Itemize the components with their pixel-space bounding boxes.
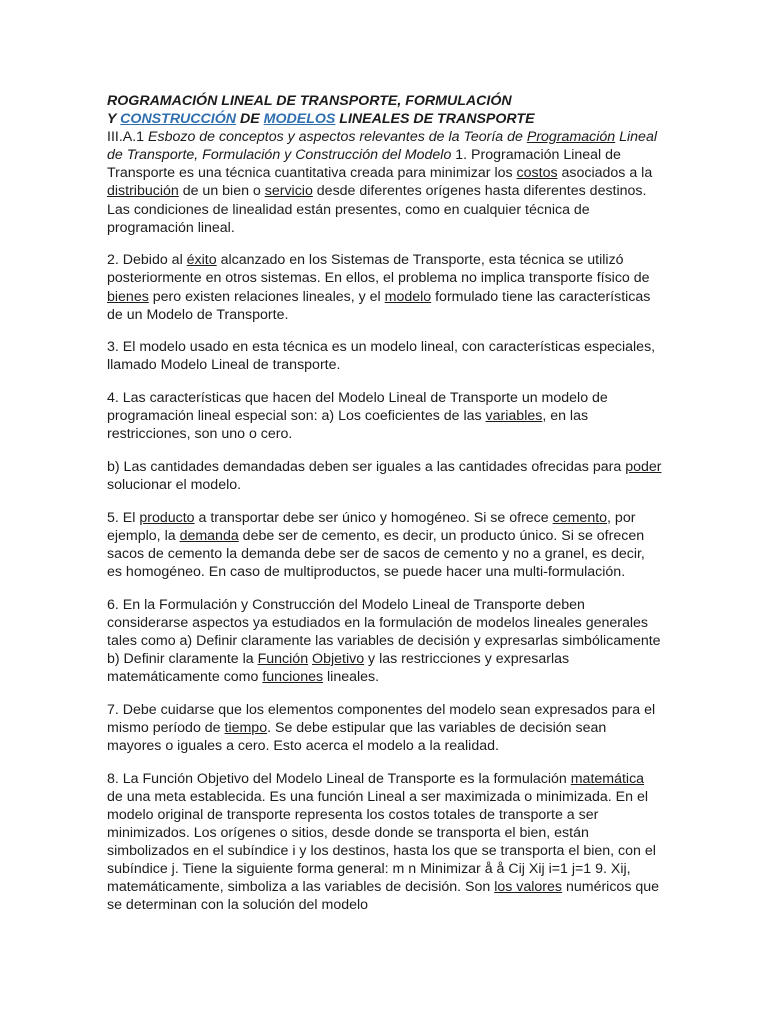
paragraph-2	[107, 251, 663, 323]
document-body	[107, 92, 663, 929]
paragraph-text: , por ejemplo, la	[107, 509, 636, 544]
paragraph-text: y las restricciones y expresarlas matemáticamente como	[107, 651, 570, 686]
paragraph-text: de un bien o	[178, 183, 265, 200]
title-line-1: ROGRAMACIÓN LINEAL DE TRANSPORTE, FORMULACIÓN	[107, 93, 512, 109]
paragraph-7	[107, 701, 663, 755]
paragraph-text: 7. Debe cuidarse que los elementos componentes del modelo sean expresados para el mismo período de	[107, 701, 656, 736]
link-poder[interactable]: poder	[625, 458, 662, 475]
paragraph-text: . Se debe estipular que las variables de decisión sean mayores o iguales a cero. Esto acerca el modelo a la realidad.	[107, 719, 607, 754]
section-heading-rest: Lineal de Transporte, Formulación y Construcción del Modelo	[107, 129, 657, 164]
paragraph-text: 6. En la Formulación y Construcción del Modelo Lineal de Transporte deben considerarse aspectos ya estudiados en la formulación de modelos lineales generales tales como a) Definir claramente las variables de decisión y expresarlas simbólicamente b) Definir claramente la	[107, 596, 661, 667]
paragraph-text: 2. Debido al	[107, 252, 187, 269]
paragraph-1	[107, 128, 663, 237]
link-demanda[interactable]: demanda	[179, 527, 239, 544]
paragraph-text: 4. Las características que hacen del Modelo Lineal de Transporte un modelo de programación lineal especial son: a) Los coeficientes de las	[107, 390, 608, 425]
paragraph-text: pero existen relaciones lineales, y el	[148, 288, 385, 305]
link-exito[interactable]: éxito	[186, 252, 217, 269]
document-title	[107, 92, 663, 128]
paragraph-text: b) Las cantidades demandadas deben ser iguales a las cantidades ofrecidas para	[107, 458, 626, 475]
paragraph-text: debe ser de cemento, es decir, un producto único. Si se ofrecen sacos de cemento la demanda debe ser de sacos de cemento y no a granel, es decir, es homogéneo. En caso de multiproductos, se puede hacer una multi-formulación.	[107, 527, 645, 581]
paragraph-text: , en las restricciones, son uno o cero.	[107, 408, 589, 443]
paragraph-5	[107, 509, 663, 581]
link-objetivo[interactable]: Objetivo	[312, 651, 365, 667]
title-de: DE	[236, 111, 264, 128]
link-funcion[interactable]: Función	[257, 651, 309, 667]
link-construccion[interactable]: CONSTRUCCIÓN	[120, 111, 237, 128]
link-funciones[interactable]: funciones	[262, 669, 324, 686]
paragraph-text: numéricos que se determinan con la solución del modelo	[107, 879, 660, 914]
link-tiempo[interactable]: tiempo	[224, 719, 268, 736]
link-variables[interactable]: variables	[485, 408, 543, 425]
link-servicio[interactable]: servicio	[264, 183, 313, 200]
link-programacion[interactable]: Programación	[526, 129, 616, 146]
paragraph-text: de una meta establecida. Es una función Lineal a ser maximizada o minimizada. En el modelo original de transporte representa los costos totales de transporte a ser minimizados. Los orígenes o sitios, desde donde se transporta el bien, están simbolizados en el subíndice i y los destinos, hasta los que se transporta el bien, con el subíndice j. Tiene la siguiente forma general: m n Minimizar å å Cij Xij i=1 j=1 9. Xij, matemáticamente, simboliza a las variables de decisión. Son	[107, 788, 656, 896]
title-y: Y	[107, 111, 121, 128]
paragraph-text: formulado tiene las características de un Modelo de Transporte.	[107, 288, 651, 323]
paragraph-text: asociados a la	[557, 165, 653, 182]
paragraph-4	[107, 389, 663, 443]
paragraph-4b	[107, 458, 663, 494]
paragraph-text: lineales.	[323, 669, 380, 686]
paragraph-text: 8. La Función Objetivo del Modelo Lineal de Transporte es la formulación	[107, 770, 571, 787]
link-modelo[interactable]: modelo	[384, 288, 432, 305]
paragraph-text: solucionar el modelo.	[107, 477, 242, 494]
paragraph-text: 5. El	[107, 509, 140, 526]
paragraph-3: 3. El modelo usado en esta técnica es un modelo lineal, con características especiales, llamado Modelo Lineal de transporte.	[107, 339, 656, 374]
link-modelos[interactable]: MODELOS	[263, 111, 336, 128]
paragraph-text: alcanzado en los Sistemas de Transporte, esta técnica se utilizó posteriormente en otros sistemas. En ellos, el problema no implica transporte físico de	[107, 252, 650, 287]
section-number: III.A.1	[107, 129, 149, 146]
link-costos[interactable]: costos	[516, 165, 558, 182]
paragraph-6	[107, 596, 663, 686]
link-producto[interactable]: producto	[139, 509, 195, 526]
paragraph-text: 1. Programación Lineal de Transporte es una técnica cuantitativa creada para minimizar los	[107, 147, 621, 182]
paragraph-text: desde diferentes orígenes hasta diferentes destinos. Las condiciones de linealidad están presentes, como en cualquier técnica de programación lineal.	[107, 183, 647, 236]
link-bienes[interactable]: bienes	[107, 288, 149, 305]
link-cemento[interactable]: cemento	[552, 509, 608, 526]
link-matematica[interactable]: matemática	[570, 770, 645, 787]
paragraph-8	[107, 770, 663, 915]
link-los-valores[interactable]: los valores	[494, 879, 563, 896]
link-distribucion[interactable]: distribución	[107, 183, 179, 200]
title-rest: LINEALES DE TRANSPORTE	[335, 111, 535, 128]
section-heading: Esbozo de conceptos y aspectos relevantes de la Teoría de	[148, 129, 527, 146]
paragraph-text: a transportar debe ser único y homogéneo. Si se ofrece	[194, 509, 553, 526]
